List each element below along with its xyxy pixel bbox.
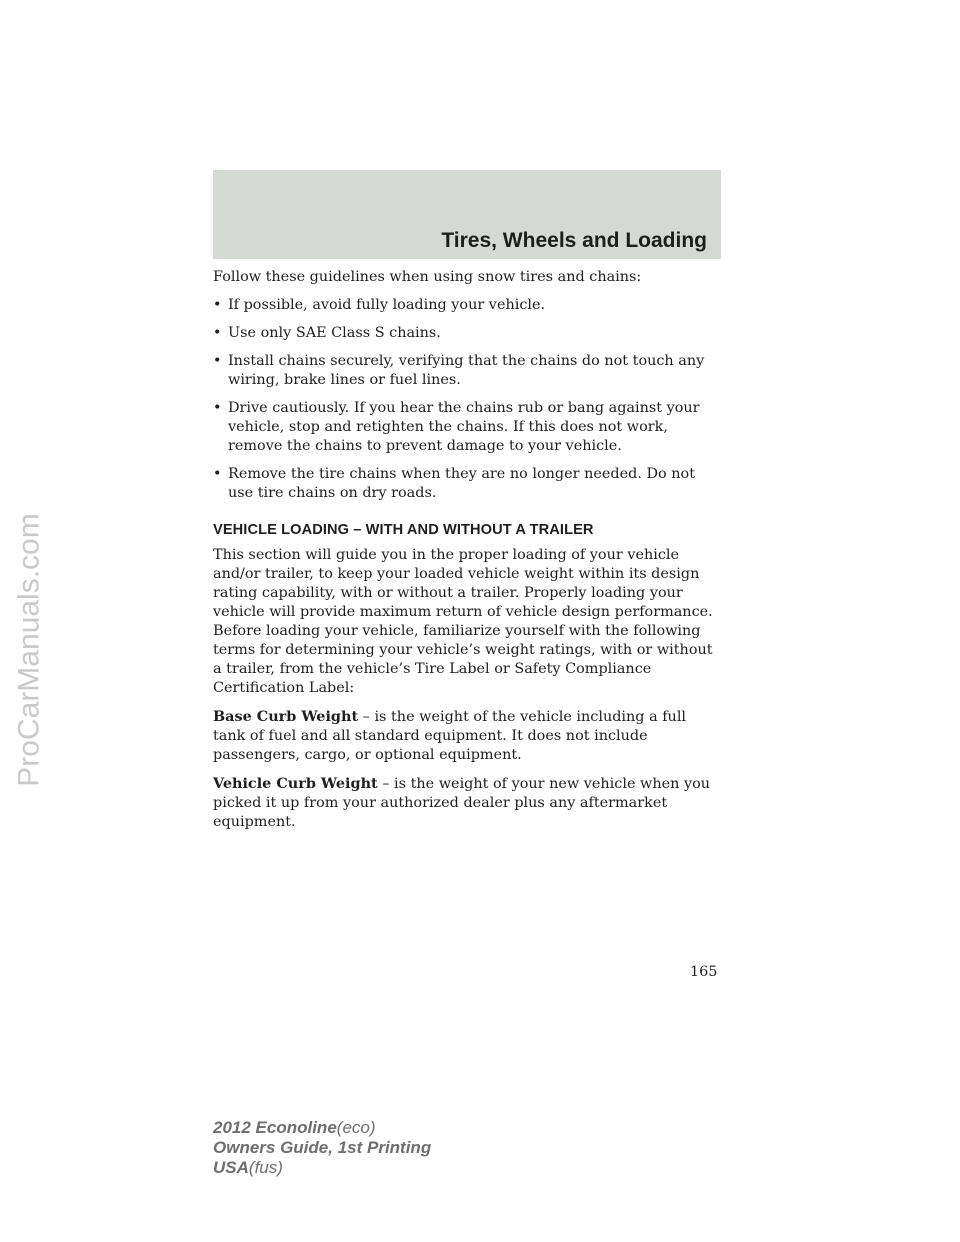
section-title: Tires, Wheels and Loading xyxy=(441,229,707,252)
definition-term: Vehicle Curb Weight xyxy=(213,775,378,792)
watermark-text: ProCarManuals.com xyxy=(13,513,46,787)
footer-guide: Owners Guide, 1st Printing xyxy=(213,1138,432,1157)
footer-model: 2012 Econoline xyxy=(213,1118,337,1137)
section-header-band xyxy=(213,170,721,259)
bullet-symbol: • xyxy=(213,297,222,313)
bullet-item xyxy=(213,399,718,456)
footer-line-model xyxy=(213,1118,431,1138)
watermark xyxy=(6,300,54,1000)
definition-text: – is the weight of the vehicle including a full tank of fuel and all standard equipment. It does not include passengers, cargo, or optional equipment. xyxy=(213,709,687,763)
section-body-paragraph: This section will guide you in the proper loading of your vehicle and/or trailer, to keep your loaded vehicle weight within its design rating capability, with or without a trailer. Properly loading your vehicle will provide maximum return of vehicle design performance. Before loading your vehicle, familiarize yourself with the following terms for determining your vehicle’s weight ratings, with or without a trailer, from the vehicle’s Tire Label or Safety Compliance Certification Label: xyxy=(213,547,713,696)
bullet-symbol: • xyxy=(213,325,222,341)
document-footer xyxy=(213,1118,431,1178)
definition-vehicle-curb-weight xyxy=(213,774,718,832)
intro-paragraph: Follow these guidelines when using snow tires and chains: xyxy=(213,269,642,285)
bullet-text: If possible, avoid fully loading your vehicle. xyxy=(228,297,546,313)
footer-market: USA xyxy=(213,1158,249,1177)
bullet-text: Remove the tire chains when they are no longer needed. Do not use tire chains on dry roads. xyxy=(228,466,695,501)
footer-market-code: (fus) xyxy=(248,1158,283,1177)
page-number: 165 xyxy=(690,964,718,980)
bullet-item xyxy=(213,352,718,390)
definition-text: – is the weight of your new vehicle when you picked it up from your authorized dealer plus any aftermarket equipment. xyxy=(213,776,711,830)
definition-base-curb-weight xyxy=(213,707,718,765)
definition-term: Base Curb Weight xyxy=(213,708,359,725)
bullet-symbol: • xyxy=(213,400,222,416)
section-heading: VEHICLE LOADING – WITH AND WITHOUT A TRAILER xyxy=(213,522,594,538)
bullet-symbol: • xyxy=(213,353,222,369)
footer-line-guide xyxy=(213,1138,431,1158)
bullet-text: Drive cautiously. If you hear the chains rub or bang against your vehicle, stop and retighten the chains. If this does not work, remove the chains to prevent damage to your vehicle. xyxy=(228,400,700,454)
page-content xyxy=(213,268,718,841)
footer-line-market xyxy=(213,1158,431,1178)
bullet-text: Install chains securely, verifying that the chains do not touch any wiring, brake lines or fuel lines. xyxy=(228,353,705,388)
bullet-symbol: • xyxy=(213,466,222,482)
footer-model-code: (eco) xyxy=(336,1118,376,1137)
bullet-item xyxy=(213,324,718,343)
bullet-text: Use only SAE Class S chains. xyxy=(228,325,441,341)
bullet-item xyxy=(213,296,718,315)
bullet-item xyxy=(213,465,718,503)
